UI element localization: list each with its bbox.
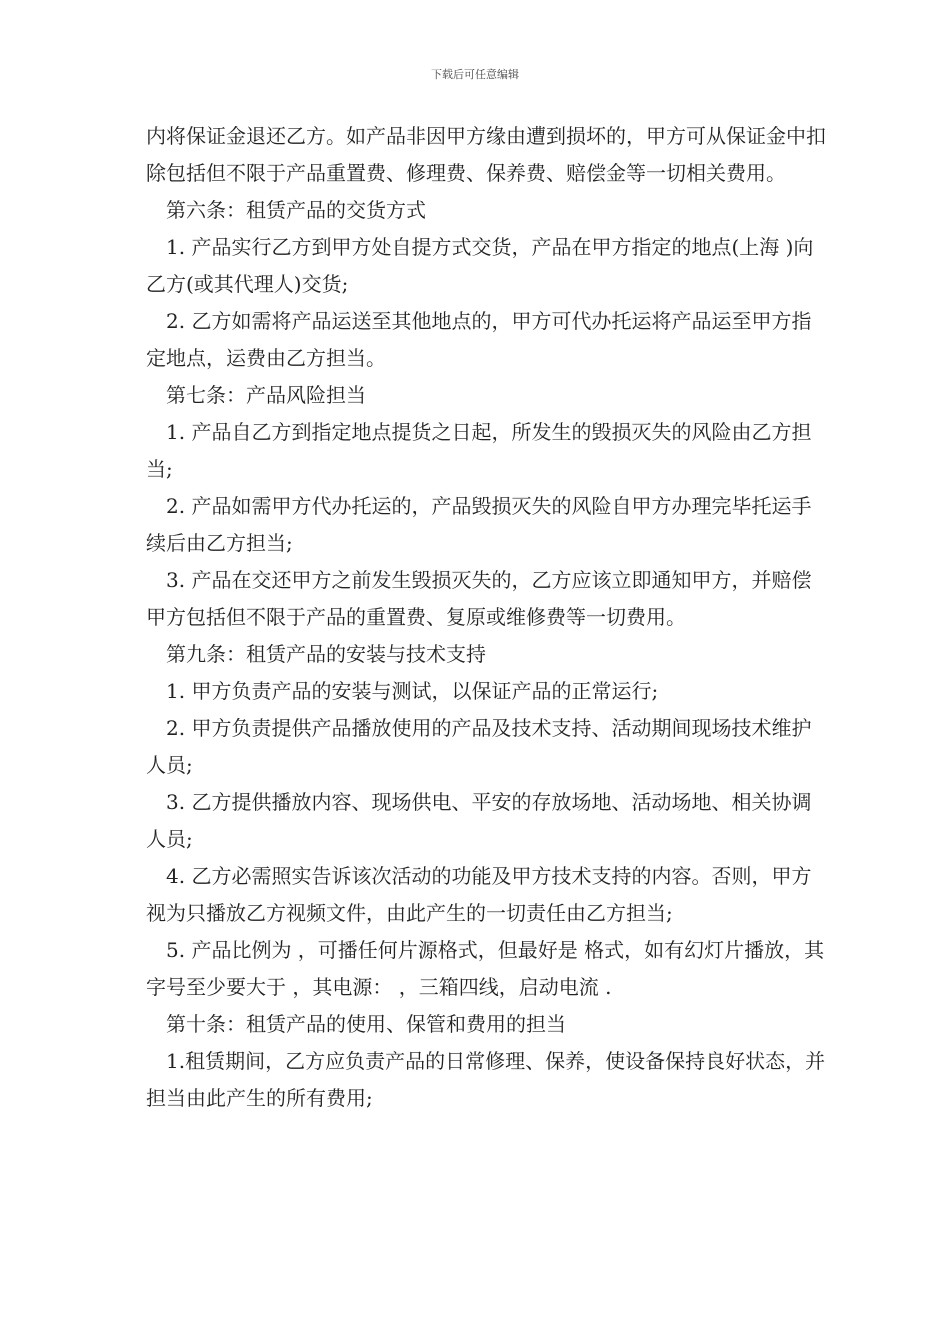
section-heading-article-9: 第九条：租赁产品的安装与技术支持: [166, 642, 486, 666]
page-header: 下载后可任意编辑: [431, 68, 519, 81]
article-9-item-2: 2. 甲方负责提供产品播放使用的产品及技术支持、活动期间现场技术维护人员;: [146, 716, 812, 777]
article-6-item-1: 1. 产品实行乙方到甲方处自提方式交货，产品在甲方指定的地点(上海 )向乙方(或其代理人)交货;: [146, 235, 814, 296]
article-9-item-3: 3. 乙方提供播放内容、现场供电、平安的存放场地、活动场地、相关协调人员;: [146, 790, 812, 851]
section-heading-article-10: 第十条：租赁产品的使用、保管和费用的担当: [166, 1012, 566, 1036]
article-7-item-1: 1. 产品自乙方到指定地点提货之日起，所发生的毁损灭失的风险由乙方担当;: [146, 420, 812, 481]
paragraph-deposit-return: 内将保证金退还乙方。如产品非因甲方缘由遭到损坏的，甲方可从保证金中扣除包括但不限于产品重置费、修理费、保养费、赔偿金等一切相关费用。: [146, 124, 826, 185]
article-6-item-2: 2. 乙方如需将产品运送至其他地点的，甲方可代办托运将产品运至甲方指定地点，运费由乙方担当。: [146, 309, 812, 370]
section-heading-article-7: 第七条：产品风险担当: [166, 383, 366, 407]
article-10-item-1: 1.租赁期间，乙方应负责产品的日常修理、保养，使设备保持良好状态，并担当由此产生的所有费用;: [146, 1049, 826, 1110]
document-body: [146, 118, 826, 1117]
article-9-item-5: 5. 产品比例为 ，可播任何片源格式，但最好是 格式，如有幻灯片播放，其字号至少要大于 ，其电源： ，三箱四线，启动电流 .: [146, 938, 825, 999]
article-9-item-4: 4. 乙方必需照实告诉该次活动的功能及甲方技术支持的内容。否则，甲方视为只播放乙方视频文件，由此产生的一切责任由乙方担当;: [146, 864, 812, 925]
article-7-item-3: 3. 产品在交还甲方之前发生毁损灭失的，乙方应该立即通知甲方，并赔偿甲方包括但不限于产品的重置费、复原或维修费等一切费用。: [146, 568, 812, 629]
article-9-item-1: 1. 甲方负责产品的安装与测试，以保证产品的正常运行;: [166, 679, 659, 703]
article-7-item-2: 2. 产品如需甲方代办托运的，产品毁损灭失的风险自甲方办理完毕托运手续后由乙方担当;: [146, 494, 812, 555]
section-heading-article-6: 第六条：租赁产品的交货方式: [166, 198, 426, 222]
